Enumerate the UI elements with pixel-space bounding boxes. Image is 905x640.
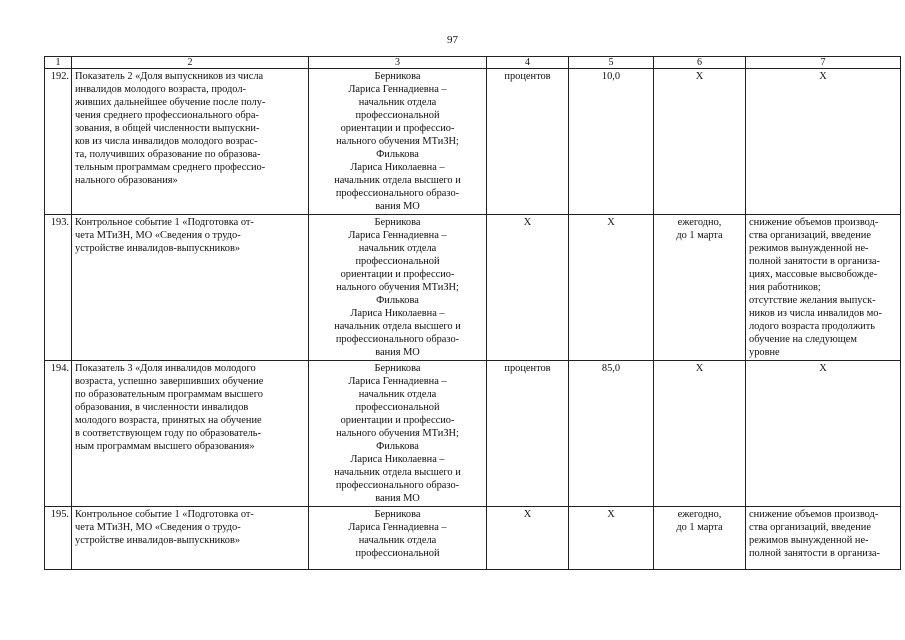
text-line: Лариса Геннадиевна – — [348, 376, 447, 387]
text-line: профессиональной — [355, 256, 440, 267]
text-line: Лариса Николаевна – — [350, 308, 445, 319]
text-line: вания МО — [375, 347, 420, 358]
risk-cell — [746, 215, 901, 361]
text-line: Берникова — [374, 363, 421, 374]
text-line: Х — [695, 363, 704, 374]
text-line: ства организаций, введение — [749, 522, 871, 533]
text-line: нального обучения МТиЗН; — [336, 428, 459, 439]
text-line: молодого возраста, принятых на обучение — [75, 415, 262, 426]
text-line: профессионального образо- — [335, 334, 460, 345]
text-line: профессиональной — [355, 110, 440, 121]
text-line: начальник отдела — [358, 97, 437, 108]
text-line: начальник отдела — [358, 535, 437, 546]
term-cell — [654, 69, 746, 215]
text-line: Лариса Николаевна – — [350, 454, 445, 465]
text-line: та, получивших образование по образова- — [75, 149, 261, 160]
risk-cell — [746, 69, 901, 215]
value-cell: 85,0 — [569, 361, 654, 507]
row-number: 195. — [45, 507, 72, 570]
term-cell — [654, 361, 746, 507]
text-line: циях, массовые высвобожде- — [749, 269, 878, 280]
table-row — [45, 361, 901, 507]
text-line: устройстве инвалидов-выпускников» — [75, 535, 241, 546]
text-line: Х — [819, 363, 827, 374]
term-cell — [654, 215, 746, 361]
text-line: Берникова — [374, 71, 421, 82]
indicator-description — [72, 69, 309, 215]
text-line: Филькова — [376, 441, 419, 452]
header-col-4: 4 — [487, 57, 569, 69]
responsible-persons — [309, 507, 487, 570]
text-line: вания МО — [375, 493, 420, 504]
text-line: по образовательным программам высшего — [75, 389, 263, 400]
text-line: зования, в общей численности выпускни- — [75, 123, 260, 134]
text-line: вания МО — [375, 201, 420, 212]
indicator-description — [72, 507, 309, 570]
text-line: Показатель 3 «Доля инвалидов молодого — [75, 363, 256, 374]
text-line: ния работников; — [749, 282, 821, 293]
text-line: профессионального образо- — [335, 188, 460, 199]
text-line: Контрольное событие 1 «Подготовка от- — [75, 509, 254, 520]
text-line: инвалидов молодого возраста, продол- — [75, 84, 246, 95]
text-line: ежегодно, — [677, 217, 722, 228]
value-cell: Х — [569, 215, 654, 361]
text-line: чета МТиЗН, МО «Сведения о трудо- — [75, 522, 241, 533]
text-line: Х — [695, 71, 704, 82]
text-line: Х — [819, 71, 827, 82]
row-number: 194. — [45, 361, 72, 507]
text-line: профессионального образо- — [335, 480, 460, 491]
text-line: нального образования» — [75, 175, 178, 186]
table-row — [45, 507, 901, 570]
table-row — [45, 69, 901, 215]
text-line: отсутствие желания выпуск- — [749, 295, 876, 306]
text-line: ежегодно, — [677, 509, 722, 520]
header-col-5: 5 — [569, 57, 654, 69]
text-line: ным программам высшего образования» — [75, 441, 255, 452]
text-line: чения среднего профессионального обра- — [75, 110, 259, 121]
text-line: начальник отдела высшего и — [334, 321, 461, 332]
text-line: начальник отдела высшего и — [334, 175, 461, 186]
text-line: профессиональной — [355, 402, 440, 413]
text-line: Филькова — [376, 149, 419, 160]
text-line: Лариса Геннадиевна – — [348, 84, 447, 95]
text-line: устройстве инвалидов-выпускников» — [75, 243, 241, 254]
text-line: снижение объемов производ- — [749, 217, 879, 228]
text-line: до 1 марта — [676, 522, 723, 533]
text-line: Берникова — [374, 217, 421, 228]
text-line: до 1 марта — [676, 230, 723, 241]
text-line: ориентации и профессио- — [340, 415, 455, 426]
text-line: полной занятости в организа- — [749, 548, 881, 559]
header-col-3: 3 — [309, 57, 487, 69]
text-line: режимов вынужденной не- — [749, 243, 869, 254]
text-line: ков из числа инвалидов молодого возрас- — [75, 136, 258, 147]
text-line: начальник отдела — [358, 389, 437, 400]
responsible-persons — [309, 361, 487, 507]
table-header-row — [45, 57, 901, 69]
text-line: Лариса Николаевна – — [350, 162, 445, 173]
text-line: образования, в численности инвалидов — [75, 402, 249, 413]
text-line: ства организаций, введение — [749, 230, 871, 241]
indicator-description — [72, 215, 309, 361]
text-line: профессиональной — [355, 548, 440, 559]
header-col-2: 2 — [72, 57, 309, 69]
unit-cell: процентов — [487, 69, 569, 215]
text-line: ориентации и профессио- — [340, 269, 455, 280]
text-line: тельным программам среднего профессио- — [75, 162, 266, 173]
text-line: полной занятости в организа- — [749, 256, 881, 267]
text-line: обучение на следующем — [749, 334, 857, 345]
text-line: ников из числа инвалидов мо- — [749, 308, 882, 319]
header-col-7: 7 — [746, 57, 901, 69]
text-line: уровне — [749, 347, 780, 358]
page-number: 97 — [447, 34, 458, 46]
text-line: чета МТиЗН, МО «Сведения о трудо- — [75, 230, 241, 241]
text-line: Контрольное событие 1 «Подготовка от- — [75, 217, 254, 228]
text-line: возраста, успешно завершивших обучение — [75, 376, 264, 387]
row-number: 192. — [45, 69, 72, 215]
indicators-table — [44, 56, 901, 570]
row-number: 193. — [45, 215, 72, 361]
text-line: Берникова — [374, 509, 421, 520]
value-cell: Х — [569, 507, 654, 570]
text-line: начальник отдела — [358, 243, 437, 254]
text-line: живших дальнейшее обучение после полу- — [75, 97, 266, 108]
term-cell — [654, 507, 746, 570]
text-line: ориентации и профессио- — [340, 123, 455, 134]
text-line: в соответствующем году по образователь- — [75, 428, 261, 439]
text-line: снижение объемов производ- — [749, 509, 879, 520]
text-line: нального обучения МТиЗН; — [336, 136, 459, 147]
indicator-description — [72, 361, 309, 507]
text-line: Показатель 2 «Доля выпускников из числа — [75, 71, 264, 82]
text-line: нального обучения МТиЗН; — [336, 282, 459, 293]
responsible-persons — [309, 69, 487, 215]
text-line: начальник отдела высшего и — [334, 467, 461, 478]
table-row — [45, 215, 901, 361]
text-line: Филькова — [376, 295, 419, 306]
unit-cell: Х — [487, 215, 569, 361]
text-line: режимов вынужденной не- — [749, 535, 869, 546]
header-col-1: 1 — [45, 57, 72, 69]
risk-cell — [746, 361, 901, 507]
value-cell: 10,0 — [569, 69, 654, 215]
unit-cell: Х — [487, 507, 569, 570]
header-col-6: 6 — [654, 57, 746, 69]
unit-cell: процентов — [487, 361, 569, 507]
text-line: Лариса Геннадиевна – — [348, 230, 447, 241]
text-line: Лариса Геннадиевна – — [348, 522, 447, 533]
text-line: лодого возраста продолжить — [749, 321, 875, 332]
risk-cell — [746, 507, 901, 570]
responsible-persons — [309, 215, 487, 361]
